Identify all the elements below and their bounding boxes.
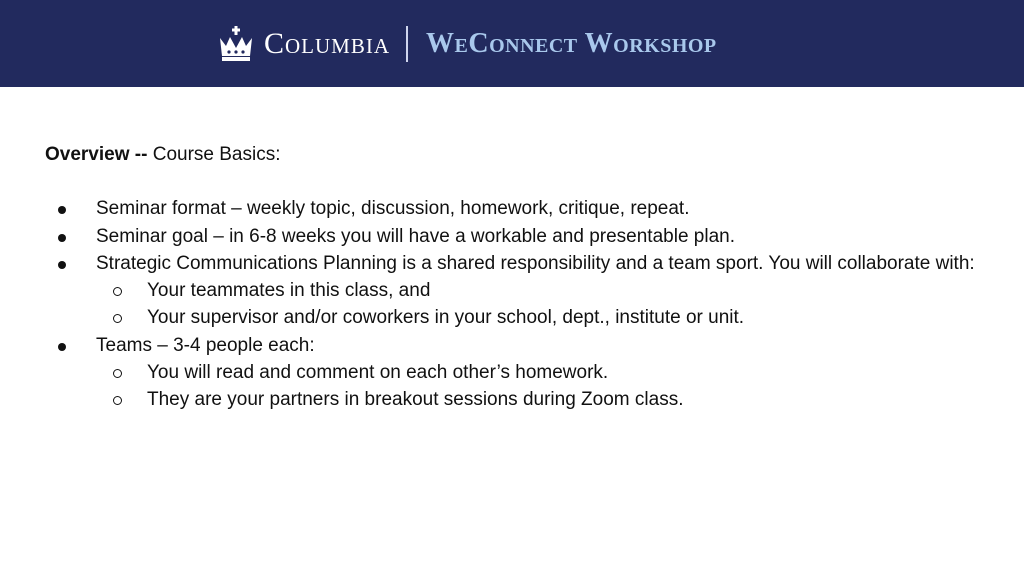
sub-bullet-item bbox=[45, 359, 985, 386]
sub-bullet-text: Your supervisor and/or coworkers in your school, dept., institute or unit. bbox=[147, 307, 745, 329]
bullet-item bbox=[45, 332, 985, 359]
sub-bullet-icon bbox=[113, 287, 122, 296]
bullet-icon bbox=[58, 261, 66, 269]
slide-content bbox=[45, 141, 985, 414]
bullet-item bbox=[45, 195, 985, 222]
brand-lockup bbox=[216, 20, 717, 68]
bullet-text: Seminar goal – in 6-8 weeks you will have a workable and presentable plan. bbox=[96, 225, 735, 247]
overview-subtitle: Course Basics: bbox=[147, 144, 281, 165]
overview-label: Overview -- bbox=[45, 144, 148, 165]
bullet-item bbox=[45, 250, 985, 277]
bullet-icon bbox=[58, 206, 66, 214]
sub-bullet-icon bbox=[113, 369, 122, 378]
sub-bullet-icon bbox=[113, 314, 122, 323]
workshop-title: WeConnect Workshop bbox=[426, 28, 717, 59]
sub-bullet-item bbox=[45, 277, 985, 304]
header-divider bbox=[406, 26, 408, 62]
crown-icon bbox=[216, 24, 256, 64]
overview-heading bbox=[45, 141, 985, 168]
columbia-wordmark: Columbia bbox=[264, 27, 391, 60]
sub-bullet-item bbox=[45, 386, 985, 413]
bullet-text: Seminar format – weekly topic, discussion, homework, critique, repeat. bbox=[96, 198, 690, 220]
sub-bullet-item bbox=[45, 304, 985, 331]
header-banner bbox=[0, 0, 1024, 87]
bullet-icon bbox=[58, 343, 66, 351]
sub-bullet-text: You will read and comment on each other’s homework. bbox=[147, 362, 609, 384]
bullet-text: Teams – 3-4 people each: bbox=[96, 334, 315, 356]
sub-bullet-text: They are your partners in breakout sessions during Zoom class. bbox=[147, 389, 684, 411]
bullet-icon bbox=[58, 234, 66, 242]
bullet-item bbox=[45, 223, 985, 250]
sub-bullet-icon bbox=[113, 396, 122, 405]
bullet-text: Strategic Communications Planning is a shared responsibility and a team sport. You will collaborate with: bbox=[96, 252, 975, 274]
sub-bullet-text: Your teammates in this class, and bbox=[147, 280, 431, 302]
